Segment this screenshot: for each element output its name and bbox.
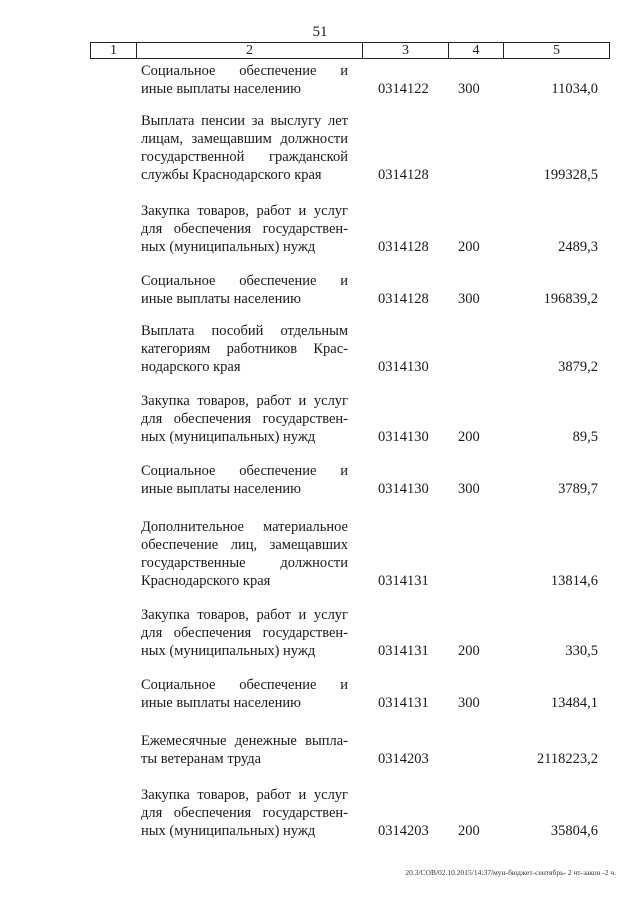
description-line: для обеспечения государствен- [141, 625, 348, 641]
row-code: 0314131 [378, 573, 429, 589]
row-code: 0314130 [378, 481, 429, 497]
header-col-1: 1 [90, 43, 136, 58]
row-expense-type: 200 [458, 239, 480, 255]
description-line: ты ветеранам труда [141, 751, 262, 767]
description-line: для обеспечения государствен- [141, 411, 348, 427]
description-line: Краснодарского края [141, 573, 271, 589]
description-line: Социальное обеспечение и [141, 273, 348, 289]
row-description [141, 62, 348, 98]
row-code: 0314128 [378, 167, 429, 183]
row-code: 0314128 [378, 291, 429, 307]
document-footer: 20.3/СОВ/02.10.2015/14:37/мун-бюджет-сентябрь- 2 чт-закон -2 ч. [405, 868, 616, 877]
row-description [141, 732, 348, 768]
header-col-2: 2 [136, 43, 362, 58]
row-amount: 330,5 [565, 643, 598, 659]
description-line: ных (муниципальных) нужд [141, 643, 316, 659]
description-line: Закупка товаров, работ и услуг [141, 393, 348, 409]
row-description [141, 676, 348, 712]
row-description [141, 462, 348, 498]
description-line: ных (муниципальных) нужд [141, 823, 316, 839]
row-code: 0314122 [378, 81, 429, 97]
row-expense-type: 300 [458, 695, 480, 711]
row-expense-type: 300 [458, 81, 480, 97]
description-line: государственной гражданской [141, 149, 348, 165]
row-code: 0314128 [378, 239, 429, 255]
row-code: 0314130 [378, 359, 429, 375]
row-expense-type: 200 [458, 429, 480, 445]
row-code: 0314130 [378, 429, 429, 445]
description-line: службы Краснодарского края [141, 167, 322, 183]
description-line: иные выплаты населению [141, 81, 301, 97]
row-amount: 196839,2 [543, 291, 598, 307]
description-line: Ежемесячные денежные выпла- [141, 733, 348, 749]
row-description [141, 202, 348, 256]
description-line: государственные должности [141, 555, 348, 571]
description-line: Социальное обеспечение и [141, 677, 348, 693]
row-amount: 13814,6 [550, 573, 598, 589]
description-line: Закупка товаров, работ и услуг [141, 787, 348, 803]
row-expense-type: 300 [458, 481, 480, 497]
description-line: иные выплаты населению [141, 481, 301, 497]
description-line: иные выплаты населению [141, 695, 301, 711]
description-line: обеспечение лиц, замещавших [141, 537, 348, 553]
row-description [141, 518, 348, 590]
row-amount: 13484,1 [550, 695, 598, 711]
row-amount: 3789,7 [558, 481, 598, 497]
description-line: Дополнительное материальное [141, 519, 348, 535]
description-line: ных (муниципальных) нужд [141, 429, 316, 445]
row-description [141, 606, 348, 660]
row-description [141, 786, 348, 840]
description-line: Закупка товаров, работ и услуг [141, 203, 348, 219]
description-line: Закупка товаров, работ и услуг [141, 607, 348, 623]
table-header [90, 42, 610, 59]
description-line: для обеспечения государствен- [141, 805, 348, 821]
row-code: 0314131 [378, 643, 429, 659]
description-line: Выплата пенсии за выслугу лет [141, 113, 348, 129]
row-description [141, 322, 348, 376]
row-description [141, 272, 348, 308]
header-col-3: 3 [362, 43, 448, 58]
header-col-4: 4 [448, 43, 503, 58]
description-line: Социальное обеспечение и [141, 63, 348, 79]
row-expense-type: 300 [458, 291, 480, 307]
description-line: категориям работников Крас- [141, 341, 348, 357]
description-line: иные выплаты населению [141, 291, 301, 307]
row-amount: 2489,3 [558, 239, 598, 255]
row-amount: 35804,6 [550, 823, 598, 839]
row-description [141, 112, 348, 184]
row-code: 0314131 [378, 695, 429, 711]
row-amount: 89,5 [572, 429, 598, 445]
row-expense-type: 200 [458, 823, 480, 839]
description-line: Выплата пособий отдельным [141, 323, 348, 339]
row-description [141, 392, 348, 446]
description-line: ных (муниципальных) нужд [141, 239, 316, 255]
description-line: для обеспечения государствен- [141, 221, 348, 237]
row-expense-type: 200 [458, 643, 480, 659]
row-amount: 2118223,2 [536, 751, 598, 767]
row-amount: 3879,2 [558, 359, 598, 375]
row-code: 0314203 [378, 823, 429, 839]
description-line: лицам, замещавшим должности [141, 131, 348, 147]
row-code: 0314203 [378, 751, 429, 767]
row-amount: 199328,5 [543, 167, 598, 183]
header-col-5: 5 [503, 43, 610, 58]
description-line: Социальное обеспечение и [141, 463, 348, 479]
page-number: 51 [312, 24, 328, 40]
description-line: нодарского края [141, 359, 241, 375]
row-amount: 11034,0 [551, 81, 598, 97]
